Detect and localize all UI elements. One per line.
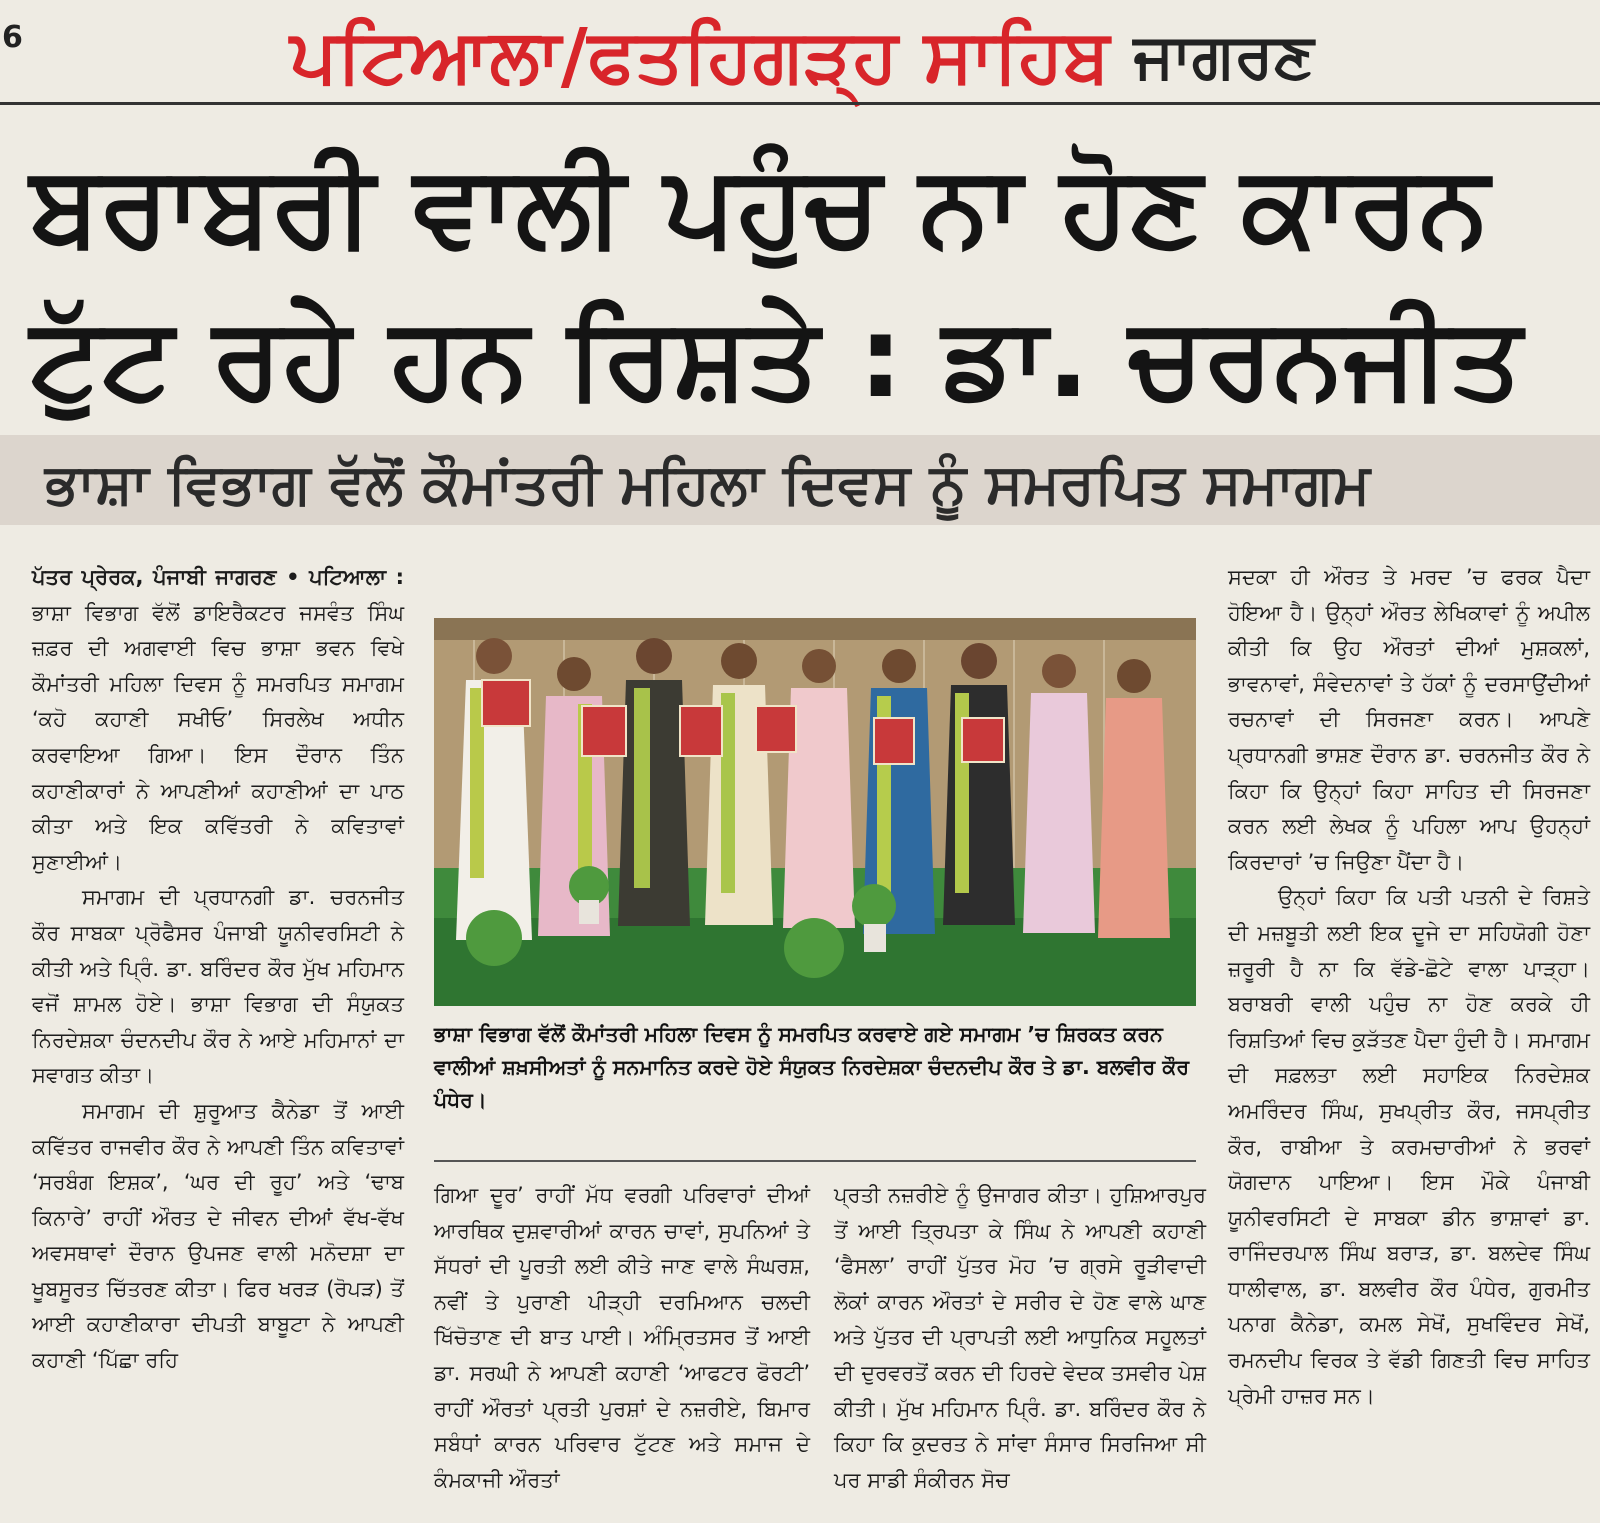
page-number: 6 [2, 20, 23, 55]
masthead-rule [0, 102, 1600, 105]
masthead-paper-name: ਜਾਗਰਣ [1133, 19, 1314, 92]
byline: ਪੱਤਰ ਪ੍ਰੇਰਕ, ਪੰਜਾਬੀ ਜਾਗਰਣ • ਪਟਿਆਲਾ : [32, 565, 404, 589]
headline-line-2: ਟੁੱਟ ਰਹੇ ਹਨ ਰਿਸ਼ਤੇ : ਡਾ. ਚਰਨਜੀਤ [30, 293, 1522, 423]
article-column-4 [1228, 560, 1590, 1414]
photo-caption: ਭਾਸ਼ਾ ਵਿਭਾਗ ਵੱਲੋਂ ਕੌਮਾਂਤਰੀ ਮਹਿਲਾ ਦਿਵਸ ਨੂੰ ਸਮਰਪਿਤ ਕਰਵਾਏ ਗਏ ਸਮਾਗਮ ’ਚ ਸ਼ਿਰਕਤ ਕਰਨ ਵਾਲੀਆਂ ਸ਼ਖ਼ਸੀਅਤਾਂ ਨੂੰ ਸਨਮਾਨਿਤ ਕਰਦੇ ਹੋਏ ਸੰਯੁਕਤ ਨਿਰਦੇਸ਼ਕਾ ਚੰਦਨਦੀਪ ਕੌਰ ਤੇ ਡਾ. ਬਲਵੀਰ ਕੌਰ ਪੰਧੇਰ। [434, 1022, 1190, 1112]
paragraph: ਸਮਾਗਮ ਦੀ ਪ੍ਰਧਾਨਗੀ ਡਾ. ਚਰਨਜੀਤ ਕੌਰ ਸਾਬਕਾ ਪ੍ਰੋਫੈਸਰ ਪੰਜਾਬੀ ਯੂਨੀਵਰਸਿਟੀ ਨੇ ਕੀਤੀ ਅਤੇ ਪ੍ਰਿੰ. ਡਾ. ਬਰਿੰਦਰ ਕੌਰ ਮੁੱਖ ਮਹਿਮਾਨ ਵਜੋਂ ਸ਼ਾਮਲ ਹੋਏ। ਭਾਸ਼ਾ ਵਿਭਾਗ ਦੀ ਸੰਯੁਕਤ ਨਿਰਦੇਸ਼ਕਾ ਚੰਦਨਦੀਪ ਕੌਰ ਨੇ ਆਏ ਮਹਿਮਾਨਾਂ ਦਾ ਸਵਾਗਤ ਕੀਤਾ। [32, 885, 404, 1088]
paragraph: ਉਨ੍ਹਾਂ ਕਿਹਾ ਕਿ ਪਤੀ ਪਤਨੀ ਦੇ ਰਿਸ਼ਤੇ ਦੀ ਮਜ਼ਬੂਤੀ ਲਈ ਇਕ ਦੂਜੇ ਦਾ ਸਹਿਯੋਗੀ ਹੋਣਾ ਜ਼ਰੂਰੀ ਹੈ ਨਾ ਕਿ ਵੱਡੇ-ਛੋਟੇ ਵਾਲਾ ਪਾੜ੍ਹਾ। ਬਰਾਬਰੀ ਵਾਲੀ ਪਹੁੰਚ ਨਾ ਹੋਣ ਕਰਕੇ ਹੀ ਰਿਸ਼ਤਿਆਂ ਵਿਚ ਕੁੜੱਤਣ ਪੈਦਾ ਹੁੰਦੀ ਹੈ। ਸਮਾਗਮ ਦੀ ਸਫ਼ਲਤਾ ਲਈ ਸਹਾਇਕ ਨਿਰਦੇਸ਼ਕ ਅਮਰਿੰਦਰ ਸਿੰਘ, ਸੁਖਪ੍ਰੀਤ ਕੌਰ, ਜਸਪ੍ਰੀਤ ਕੌਰ, ਰਾਬੀਆ ਤੇ ਕਰਮਚਾਰੀਆਂ ਨੇ ਭਰਵਾਂ ਯੋਗਦਾਨ ਪਾਇਆ। ਇਸ ਮੌਕੇ ਪੰਜਾਬੀ ਯੂਨੀਵਰਸਿਟੀ ਦੇ ਸਾਬਕਾ ਡੀਨ ਭਾਸ਼ਾਵਾਂ ਡਾ. ਰਾਜਿੰਦਰਪਾਲ ਸਿੰਘ ਬਰਾੜ, ਡਾ. ਬਲਦੇਵ ਸਿੰਘ ਧਾਲੀਵਾਲ, ਡਾ. ਬਲਵੀਰ ਕੌਰ ਪੰਧੇਰ, ਗੁਰਮੀਤ ਪਨਾਗ ਕੈਨੇਡਾ, ਕਮਲ ਸੇਖੋਂ, ਸੁਖਵਿੰਦਰ ਸੇਖੋਂ, ਰਮਨਦੀਪ ਵਿਰਕ ਤੇ ਵੱਡੀ ਗਿਣਤੀ ਵਿਚ ਸਾਹਿਤ ਪ੍ਰੇਮੀ ਹਾਜ਼ਰ ਸਨ। [1228, 885, 1591, 1408]
paragraph: ਸਦਕਾ ਹੀ ਔਰਤ ਤੇ ਮਰਦ ’ਚ ਫਰਕ ਪੈਦਾ ਹੋਇਆ ਹੈ। ਉਨ੍ਹਾਂ ਔਰਤ ਲੇਖਿਕਾਵਾਂ ਨੂੰ ਅਪੀਲ ਕੀਤੀ ਕਿ ਉਹ ਔਰਤਾਂ ਦੀਆਂ ਮੁਸ਼ਕਲਾਂ, ਭਾਵਨਾਵਾਂ, ਸੰਵੇਦਨਾਵਾਂ ਤੇ ਹੱਕਾਂ ਨੂੰ ਦਰਸਾਉਂਦੀਆਂ ਰਚਨਾਵਾਂ ਦੀ ਸਿਰਜਣਾ ਕਰਨ। ਆਪਣੇ ਪ੍ਰਧਾਨਗੀ ਭਾਸ਼ਣ ਦੌਰਾਨ ਡਾ. ਚਰਨਜੀਤ ਕੌਰ ਨੇ ਕਿਹਾ ਕਿ ਉਨ੍ਹਾਂ ਕਿਹਾ ਸਾਹਿਤ ਦੀ ਸਿਰਜਣਾ ਕਰਨ ਲਈ ਲੇਖਕ ਨੂੰ ਪਹਿਲਾ ਆਪ ਉਹਨ੍ਹਾਂ ਕਿਰਦਾਰਾਂ ’ਚ ਜਿਉਣਾ ਪੈਂਦਾ ਹੈ। [1228, 565, 1590, 874]
event-photo [434, 618, 1196, 1006]
photo-illustration [434, 618, 1196, 1006]
paragraph: ਪ੍ਰਤੀ ਨਜ਼ਰੀਏ ਨੂੰ ਉਜਾਗਰ ਕੀਤਾ। ਹੁਸ਼ਿਆਰਪੁਰ ਤੋਂ ਆਈ ਤ੍ਰਿਪਤਾ ਕੇ ਸਿੰਘ ਨੇ ਆਪਣੀ ਕਹਾਣੀ ‘ਫੈਸਲਾ’ ਰਾਹੀਂ ਪੁੱਤਰ ਮੋਹ ’ਚ ਗ੍ਰਸੇ ਰੂੜੀਵਾਦੀ ਲੋਕਾਂ ਕਾਰਨ ਔਰਤਾਂ ਦੇ ਸਰੀਰ ਦੇ ਹੋਣ ਵਾਲੇ ਘਾਣ ਅਤੇ ਪੁੱਤਰ ਦੀ ਪ੍ਰਾਪਤੀ ਲਈ ਆਧੁਨਿਕ ਸਹੂਲਤਾਂ ਦੀ ਦੁਰਵਰਤੋਂ ਕਰਨ ਦੀ ਹਿਰਦੇ ਵੇਦਕ ਤਸਵੀਰ ਪੇਸ਼ ਕੀਤੀ। ਮੁੱਖ ਮਹਿਮਾਨ ਪ੍ਰਿੰ. ਡਾ. ਬਰਿੰਦਰ ਕੌਰ ਨੇ ਕਿਹਾ ਕਿ ਕੁਦਰਤ ਨੇ ਸਾਂਵਾ ਸੰਸਾਰ ਸਿਰਜਿਆ ਸੀ ਪਰ ਸਾਡੀ ਸੰਕੀਰਨ ਸੋਚ [834, 1183, 1206, 1492]
paragraph: ਗਿਆ ਦੂਰ’ ਰਾਹੀਂ ਮੱਧ ਵਰਗੀ ਪਰਿਵਾਰਾਂ ਦੀਆਂ ਆਰਥਿਕ ਦੁਸ਼ਵਾਰੀਆਂ ਕਾਰਨ ਚਾਵਾਂ, ਸੁਪਨਿਆਂ ਤੇ ਸੱਧਰਾਂ ਦੀ ਪੂਰਤੀ ਲਈ ਕੀਤੇ ਜਾਣ ਵਾਲੇ ਸੰਘਰਸ਼, ਨਵੀਂ ਤੇ ਪੁਰਾਣੀ ਪੀੜ੍ਹੀ ਦਰਮਿਆਨ ਚਲਦੀ ਖਿੱਚੋਤਾਣ ਦੀ ਬਾਤ ਪਾਈ। ਅੰਮ੍ਰਿਤਸਰ ਤੋਂ ਆਈ ਡਾ. ਸਰਘੀ ਨੇ ਆਪਣੀ ਕਹਾਣੀ ‘ਆਫਟਰ ਫੋਰਟੀ’ ਰਾਹੀਂ ਔਰਤਾਂ ਪ੍ਰਤੀ ਪੁਰਸ਼ਾਂ ਦੇ ਨਜ਼ਰੀਏ, ਬਿਮਾਰ ਸਬੰਧਾਂ ਕਾਰਨ ਪਰਿਵਾਰ ਟੁੱਟਣ ਅਤੇ ਸਮਾਜ ਦੇ ਕੰਮਕਾਜੀ ਔਰਤਾਂ [434, 1183, 810, 1492]
article-column-2 [434, 1178, 810, 1498]
subheadline: ਭਾਸ਼ਾ ਵਿਭਾਗ ਵੱਲੋਂ ਕੌਮਾਂਤਰੀ ਮਹਿਲਾ ਦਿਵਸ ਨੂੰ ਸਮਰਪਿਤ ਸਮਾਗਮ [45, 452, 1371, 517]
article-column-3 [834, 1178, 1206, 1498]
paragraph: ਸਮਾਗਮ ਦੀ ਸ਼ੁਰੂਆਤ ਕੈਨੇਡਾ ਤੋਂ ਆਈ ਕਵਿੱਤਰ ਰਾਜਵੀਰ ਕੌਰ ਨੇ ਆਪਣੀ ਤਿੰਨ ਕਵਿਤਾਵਾਂ ‘ਸਰਬੰਗ ਇਸ਼ਕ’, ‘ਘਰ ਦੀ ਰੂਹ’ ਅਤੇ ‘ਢਾਬ ਕਿਨਾਰੇ’ ਰਾਹੀਂ ਔਰਤ ਦੇ ਜੀਵਨ ਦੀਆਂ ਵੱਖ-ਵੱਖ ਅਵਸਥਾਵਾਂ ਦੌਰਾਨ ਉਪਜਣ ਵਾਲੀ ਮਨੋਦਸ਼ਾ ਦਾ ਖੂਬਸੂਰਤ ਚਿੱਤਰਣ ਕੀਤਾ। ਫਿਰ ਖਰੜ (ਰੋਪੜ) ਤੋਂ ਆਈ ਕਹਾਣੀਕਾਰਾ ਦੀਪਤੀ ਬਾਬੂਟਾ ਨੇ ਆਪਣੀ ਕਹਾਣੀ ‘ਪਿੱਛਾ ਰਹਿ [32, 1098, 404, 1373]
headline-line-1: ਬਰਾਬਰੀ ਵਾਲੀ ਪਹੁੰਚ ਨਾ ਹੋਣ ਕਾਰਨ [30, 141, 1489, 271]
article-column-1 [32, 560, 404, 1379]
masthead [290, 12, 1314, 100]
masthead-edition: ਪਟਿਆਲਾ/ਫਤਹਿਗੜ੍ਹ ਸਾਹਿਬ [290, 13, 1110, 99]
caption-rule [434, 1160, 1196, 1162]
paragraph: ਭਾਸ਼ਾ ਵਿਭਾਗ ਵੱਲੋਂ ਡਾਇਰੈਕਟਰ ਜਸਵੰਤ ਸਿੰਘ ਜ਼ਫ਼ਰ ਦੀ ਅਗਵਾਈ ਵਿਚ ਭਾਸ਼ਾ ਭਵਨ ਵਿਖੇ ਕੌਮਾਂਤਰੀ ਮਹਿਲਾ ਦਿਵਸ ਨੂੰ ਸਮਰਪਿਤ ਸਮਾਗਮ ‘ਕਹੋ ਕਹਾਣੀ ਸਖੀਓ’ ਸਿਰਲੇਖ ਅਧੀਨ ਕਰਵਾਇਆ ਗਿਆ। ਇਸ ਦੌਰਾਨ ਤਿੰਨ ਕਹਾਣੀਕਾਰਾਂ ਨੇ ਆਪਣੀਆਂ ਕਹਾਣੀਆਂ ਦਾ ਪਾਠ ਕੀਤਾ ਅਤੇ ਇਕ ਕਵਿੱਤਰੀ ਨੇ ਕਵਿਤਾਵਾਂ ਸੁਣਾਈਆਂ। [32, 600, 404, 874]
